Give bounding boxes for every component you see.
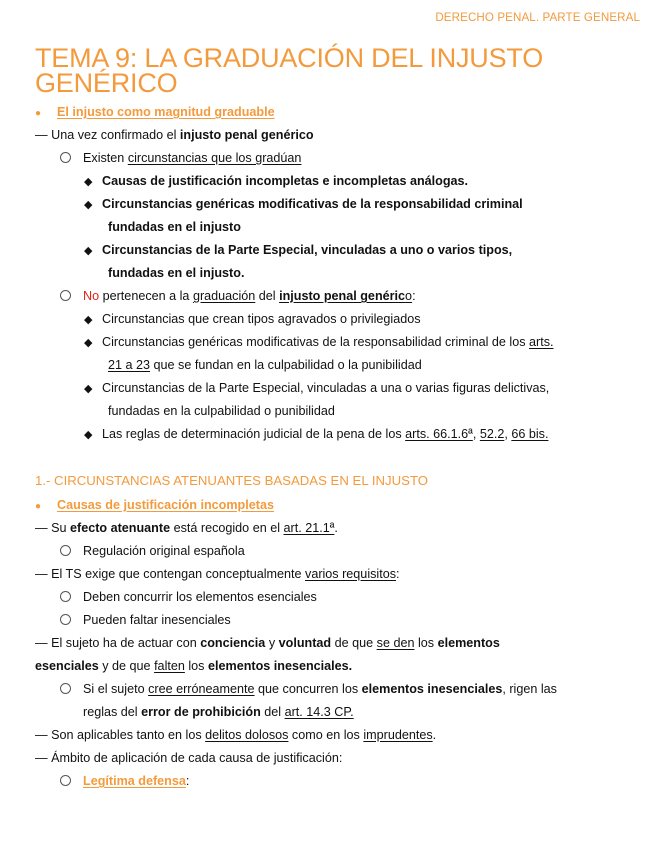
dash-line: [35, 727, 436, 743]
text: :: [412, 289, 416, 303]
circle-bullet-icon: [60, 545, 71, 556]
bold-underlined-text: injusto penal genéric: [279, 289, 406, 303]
text: y de que: [98, 659, 155, 673]
diamond-bullet-icon: ◆: [84, 176, 93, 188]
underlined-text: 21 a 23: [108, 358, 151, 372]
bold-text: fundadas en el injusto: [108, 220, 241, 234]
circle-bullet-icon: [60, 775, 71, 786]
diamond-item: [84, 242, 512, 259]
diamond-bullet-icon: ◆: [84, 245, 93, 257]
text: como en los: [288, 728, 364, 742]
bullet-dot-icon: ●: [35, 108, 42, 119]
bold-text: Circunstancias genéricas modificativas de la responsabilidad criminal: [102, 197, 523, 211]
text: — Ámbito de aplicación de cada causa de justificación:: [35, 751, 343, 765]
text: Circunstancias genéricas modificativas de la responsabilidad criminal de los: [102, 335, 529, 349]
bold-text: Circunstancias de la Parte Especial, vinculadas a uno o varios tipos,: [102, 243, 513, 257]
underlined-text: cree erróneamente: [148, 682, 255, 696]
bullet-dot-icon: ●: [35, 501, 42, 512]
diamond-item: [84, 311, 421, 328]
text: , rigen las: [502, 682, 557, 696]
text: de que: [331, 636, 377, 650]
bold-text: efecto atenuante: [70, 521, 171, 535]
text: — Su: [35, 521, 70, 535]
circle-item: [60, 612, 231, 628]
dash-line: [35, 127, 314, 143]
underlined-text: art. 14.3 CP.: [284, 705, 354, 719]
text: .: [432, 728, 437, 742]
underlined-text: o: [405, 289, 413, 303]
text: — Una vez confirmado el: [35, 128, 180, 142]
heading-text: El injusto como magnitud graduable: [57, 105, 275, 119]
underlined-text: graduación: [192, 289, 256, 303]
dash-line: [35, 635, 500, 651]
bold-text: elementos inesenciales: [361, 682, 503, 696]
diamond-item-cont: [108, 403, 335, 419]
bullet-heading-causas: [35, 497, 274, 515]
dash-line: [35, 520, 338, 536]
text: los: [184, 659, 208, 673]
red-text: No: [83, 289, 100, 303]
circle-bullet-icon: [60, 152, 71, 163]
text: Circunstancias de la Parte Especial, vinculadas a una o varias figuras delictivas,: [102, 381, 550, 395]
underlined-text: arts.: [529, 335, 554, 349]
circle-bullet-icon: [60, 614, 71, 625]
text: :: [396, 567, 400, 581]
heading-text: Causas de justificación incompletas: [57, 498, 274, 512]
circle-bullet-icon: [60, 683, 71, 694]
underlined-text: delitos dolosos: [205, 728, 289, 742]
text: del: [255, 289, 280, 303]
text: fundadas en la culpabilidad o punibilidad: [108, 404, 335, 418]
diamond-item-cont: [108, 219, 241, 235]
text: Circunstancias que crean tipos agravados o privilegiados: [102, 312, 421, 326]
underlined-text: art. 21.1ª: [283, 521, 335, 535]
diamond-bullet-icon: ◆: [84, 314, 93, 326]
dash-line-cont: [35, 658, 352, 674]
text: reglas del: [83, 705, 142, 719]
text: Si el sujeto: [83, 682, 149, 696]
circle-item: [60, 681, 557, 697]
diamond-item: [84, 173, 468, 190]
section-title: 1.- CIRCUNSTANCIAS ATENUANTES BASADAS EN EL INJUSTO: [35, 473, 429, 488]
underlined-text: 66 bis.: [511, 427, 549, 441]
page-header: DERECHO PENAL. PARTE GENERAL: [435, 11, 640, 24]
bold-text: injusto penal genérico: [179, 128, 314, 142]
diamond-item-cont: [108, 357, 422, 373]
bold-text: conciencia: [200, 636, 266, 650]
bold-text: esenciales: [35, 659, 99, 673]
diamond-item-cont: [108, 265, 244, 281]
text: — Son aplicables tanto en los: [35, 728, 206, 742]
text: ,: [472, 427, 480, 441]
text: ,: [504, 427, 512, 441]
orange-underlined-text: Legítima defensa: [83, 774, 186, 788]
underlined-text: circunstancias que los gradúan: [127, 151, 302, 165]
diamond-item: [84, 426, 548, 443]
diamond-bullet-icon: ◆: [84, 337, 93, 349]
text: Pueden faltar inesenciales: [83, 613, 231, 627]
text: :: [185, 774, 190, 788]
circle-item-cont: [83, 704, 354, 720]
text: pertenecen a la: [99, 289, 193, 303]
bold-text: voluntad: [278, 636, 332, 650]
circle-item: [60, 773, 189, 789]
circle-item: [60, 589, 317, 605]
text: .: [334, 521, 338, 535]
dash-line: [35, 750, 342, 766]
diamond-bullet-icon: ◆: [84, 199, 93, 211]
text: del: [260, 705, 285, 719]
underlined-text: 52.2: [479, 427, 505, 441]
underlined-text: se den: [376, 636, 415, 650]
dash-line: [35, 566, 400, 582]
text: los: [414, 636, 438, 650]
diamond-item: [84, 196, 523, 213]
bold-text: elementos inesenciales.: [207, 659, 353, 673]
underlined-text: falten: [154, 659, 185, 673]
diamond-item: [84, 380, 549, 397]
text: Deben concurrir los elementos esenciales: [83, 590, 317, 604]
text: que se fundan en la culpabilidad o la punibilidad: [150, 358, 422, 372]
circle-bullet-icon: [60, 290, 71, 301]
circle-item: [60, 543, 245, 559]
diamond-item: [84, 334, 554, 351]
bold-text: Causas de justificación incompletas e incompletas análogas.: [102, 174, 469, 188]
underlined-text: arts. 66.1.6ª: [405, 427, 473, 441]
text: Existen: [83, 151, 128, 165]
bold-text: fundadas en el injusto.: [108, 266, 245, 280]
text: Regulación original española: [83, 544, 245, 558]
text: que concurren los: [254, 682, 362, 696]
bold-text: error de prohibición: [141, 705, 261, 719]
text: está recogido en el: [170, 521, 284, 535]
diamond-bullet-icon: ◆: [84, 383, 93, 395]
diamond-bullet-icon: ◆: [84, 429, 93, 441]
circle-bullet-icon: [60, 591, 71, 602]
circle-item: [60, 288, 416, 304]
text: — El TS exige que contengan conceptualmente: [35, 567, 306, 581]
underlined-text: varios requisitos: [305, 567, 397, 581]
circle-item: [60, 150, 301, 166]
underlined-text: imprudentes: [363, 728, 433, 742]
text: — El sujeto ha de actuar con: [35, 636, 201, 650]
text: y: [265, 636, 279, 650]
text: Las reglas de determinación judicial de la pena de los: [102, 427, 406, 441]
page-title: TEMA 9: LA GRADUACIÓN DEL INJUSTO GENÉRICO: [35, 43, 544, 98]
bullet-heading-injusto: [35, 104, 275, 122]
bold-text: elementos: [437, 636, 500, 650]
